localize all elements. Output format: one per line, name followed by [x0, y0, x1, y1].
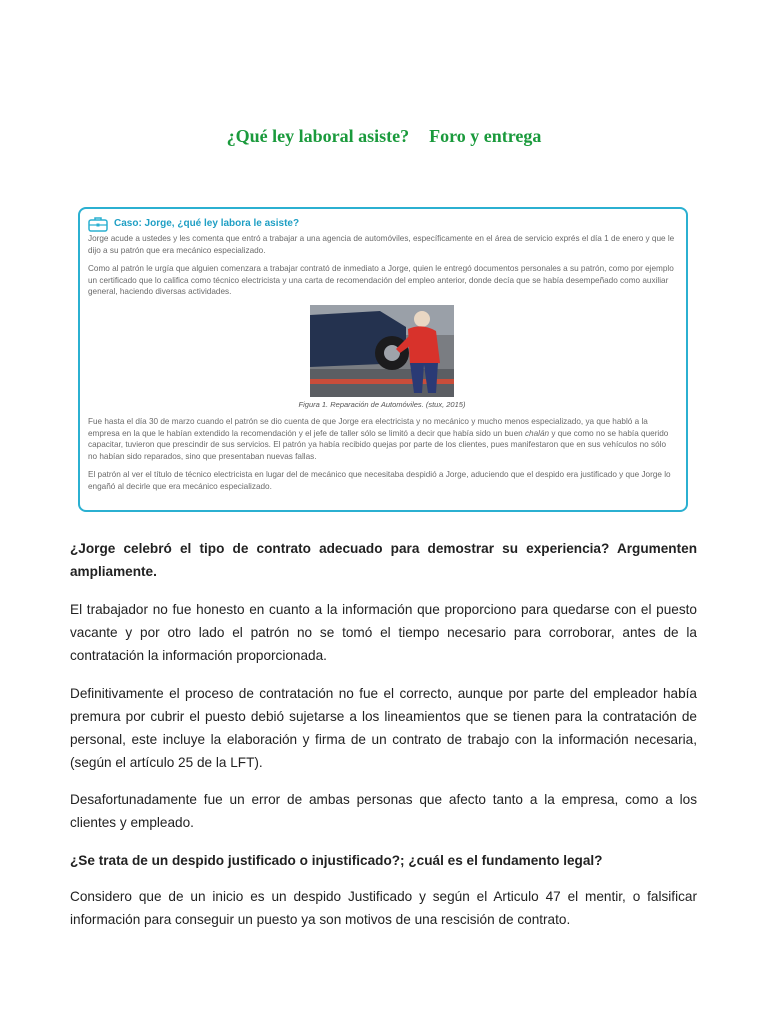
case-box [78, 207, 688, 512]
briefcase-icon [88, 216, 108, 232]
answer-paragraph-3: Desafortunadamente fue un error de ambas personas que afecto tanto a la empresa, como a los clientes y empleado. [70, 792, 697, 830]
answer-paragraph-1: El trabajador no fue honesto en cuanto a la información que proporciono para quedarse con el puesto vacante y por otro lado el patrón no se tomó el tiempo necesario para corroborar, antes de la contratación la información proporcionada. [70, 602, 697, 663]
mechanic-photo [310, 305, 454, 397]
page-title-main: ¿Qué ley laboral asiste? [226, 126, 410, 146]
case-paragraph-3: Fue hasta el día 30 de marzo cuando el patrón se dio cuenta de que Jorge era electricista y no mecánico y mucho menos especializado, ya que habló a la empresa en la que le habían extendido la recomendación y el jefe de taller sólo se limitó a decir que había sido un buen chalán y que como no se había querido capacitar, tuvieron que prescindir de sus servicios. El patrón ya había recibido quejas por parte de los clientes, pues manifestaron que en sus vehículos no sólo no habían sido reparados, sino que presentaban nuevas fallas. [88, 417, 669, 461]
page-title [0, 126, 768, 147]
page-title-sub: Foro y entrega [429, 126, 542, 146]
case-heading: Caso: Jorge, ¿qué ley labora le asiste? [114, 218, 300, 230]
case-paragraph-4: El patrón al ver el título de técnico electricista en lugar del de mecánico que necesitaba despidió a Jorge, aduciendo que el despido era justificado y que Jorge lo engañó al decirle que era mecánico especializado. [88, 470, 671, 491]
answer-paragraph-2: Definitivamente el proceso de contratación no fue el correcto, aunque por parte del empleador había premura por cubrir el puesto debió sujetarse a los lineamientos que se tienen para la contratación de personal, este incluye la elaboración y firma de un contrato de trabajo con la información necesaria, (según el artículo 25 de la LFT). [70, 686, 697, 770]
case-paragraph-2: Como al patrón le urgía que alguien comenzara a trabajar contrató de inmediato a Jorge, quien le entregó documentos personales a su patrón, como por ejemplo un certificado que lo califica como técnico electricista y una carta de recomendación del empleo anterior, donde decía que se había desempeñado como auxiliar general, haciendo diversas actividades. [88, 264, 674, 296]
answer-paragraph-4: Considero que de un inicio es un despido Justificado y según el Articulo 47 el mentir, o falsificar información para conseguir un puesto ya son motivos de una rescisión de contrato. [70, 889, 697, 927]
case-header [88, 215, 676, 233]
question-2: ¿Se trata de un despido justificado o injustificado?; ¿cuál es el fundamento legal? [70, 853, 603, 868]
chalan-term: chalán [524, 428, 550, 438]
figure-caption: Figura 1. Reparación de Automóviles. (stux, 2015) [298, 399, 466, 409]
case-paragraph-1: Jorge acude a ustedes y les comenta que entró a trabajar a una agencia de automóviles, específicamente en el área de servicio exprés el día 1 de enero y que le dijo a su patrón que era mecánico especializado. [88, 234, 675, 255]
question-1: ¿Jorge celebró el tipo de contrato adecuado para demostrar su experiencia? Argumenten ampliamente. [70, 541, 697, 579]
